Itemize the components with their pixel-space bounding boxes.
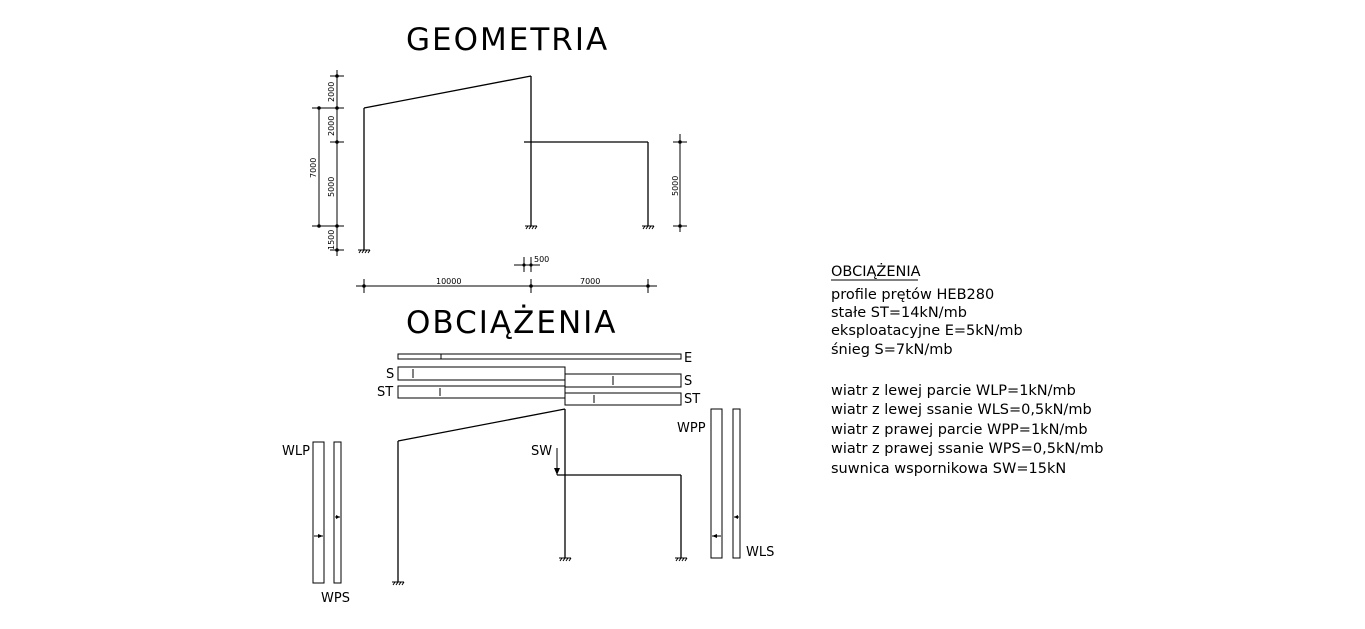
label-SW: SW	[531, 444, 553, 459]
dim-span-right: 7000	[580, 277, 601, 286]
geometry-frame	[358, 76, 654, 253]
loads-support-middle	[559, 558, 571, 561]
loads-support-left	[392, 582, 404, 585]
dim-left-bottom: 1500	[327, 229, 336, 250]
load-notes	[831, 262, 1103, 477]
dim-offset: 500	[534, 255, 550, 264]
note-line: wiatr z prawej parcie WPP=1kN/mb	[831, 422, 1088, 438]
support-middle	[525, 226, 537, 229]
loads-title: OBCIĄŻENIA	[406, 305, 618, 341]
dim-left-total: 7000	[309, 157, 318, 178]
load-strip-E	[398, 354, 681, 359]
label-ST-right: ST	[684, 392, 701, 407]
note-line: profile prętów HEB280	[831, 287, 995, 303]
dim-span-left: 10000	[436, 277, 462, 286]
label-E: E	[684, 351, 693, 366]
label-S-left: S	[386, 367, 395, 382]
notes-heading: OBCIĄŻENIA	[831, 264, 921, 280]
loads-support-right	[675, 558, 687, 561]
loads-frame	[398, 409, 681, 582]
dim-right: 5000	[671, 175, 680, 196]
label-WLP: WLP	[282, 444, 310, 459]
label-S-right: S	[684, 374, 693, 389]
load-strip-S-left	[398, 367, 565, 380]
note-line: stałe ST=14kN/mb	[831, 305, 967, 321]
wind-strip-WLP	[313, 442, 324, 583]
wind-strip-WLS	[733, 409, 740, 558]
note-line: suwnica wspornikowa SW=15kN	[831, 461, 1067, 477]
support-right	[642, 226, 654, 229]
dim-left-mid-top: 2000	[327, 115, 336, 136]
note-line: wiatr z prawej ssanie WPS=0,5kN/mb	[831, 441, 1104, 457]
label-WLS: WLS	[746, 545, 775, 560]
dim-left-mid: 5000	[327, 176, 336, 197]
label-WPS: WPS	[321, 591, 350, 606]
support-left	[358, 250, 370, 253]
load-strip-ST-right	[565, 393, 681, 405]
note-line: wiatr z lewej ssanie WLS=0,5kN/mb	[831, 402, 1092, 418]
note-line: wiatr z lewej parcie WLP=1kN/mb	[831, 383, 1076, 399]
span-dimension	[356, 279, 657, 293]
geometry-title: GEOMETRIA	[406, 22, 610, 58]
label-WPP: WPP	[677, 421, 706, 436]
note-line: eksploatacyjne E=5kN/mb	[831, 323, 1023, 339]
wind-strip-WPP	[711, 409, 722, 558]
load-strip-ST-left	[398, 386, 565, 398]
label-ST-left: ST	[377, 385, 394, 400]
load-strip-S-right	[565, 374, 681, 387]
wind-strip-WPS	[334, 442, 341, 583]
dim-left-top: 2000	[327, 81, 336, 102]
crane-load-SW-arrow	[554, 448, 560, 475]
sloped-rafter	[364, 76, 531, 108]
note-line: śnieg S=7kN/mb	[831, 342, 953, 358]
